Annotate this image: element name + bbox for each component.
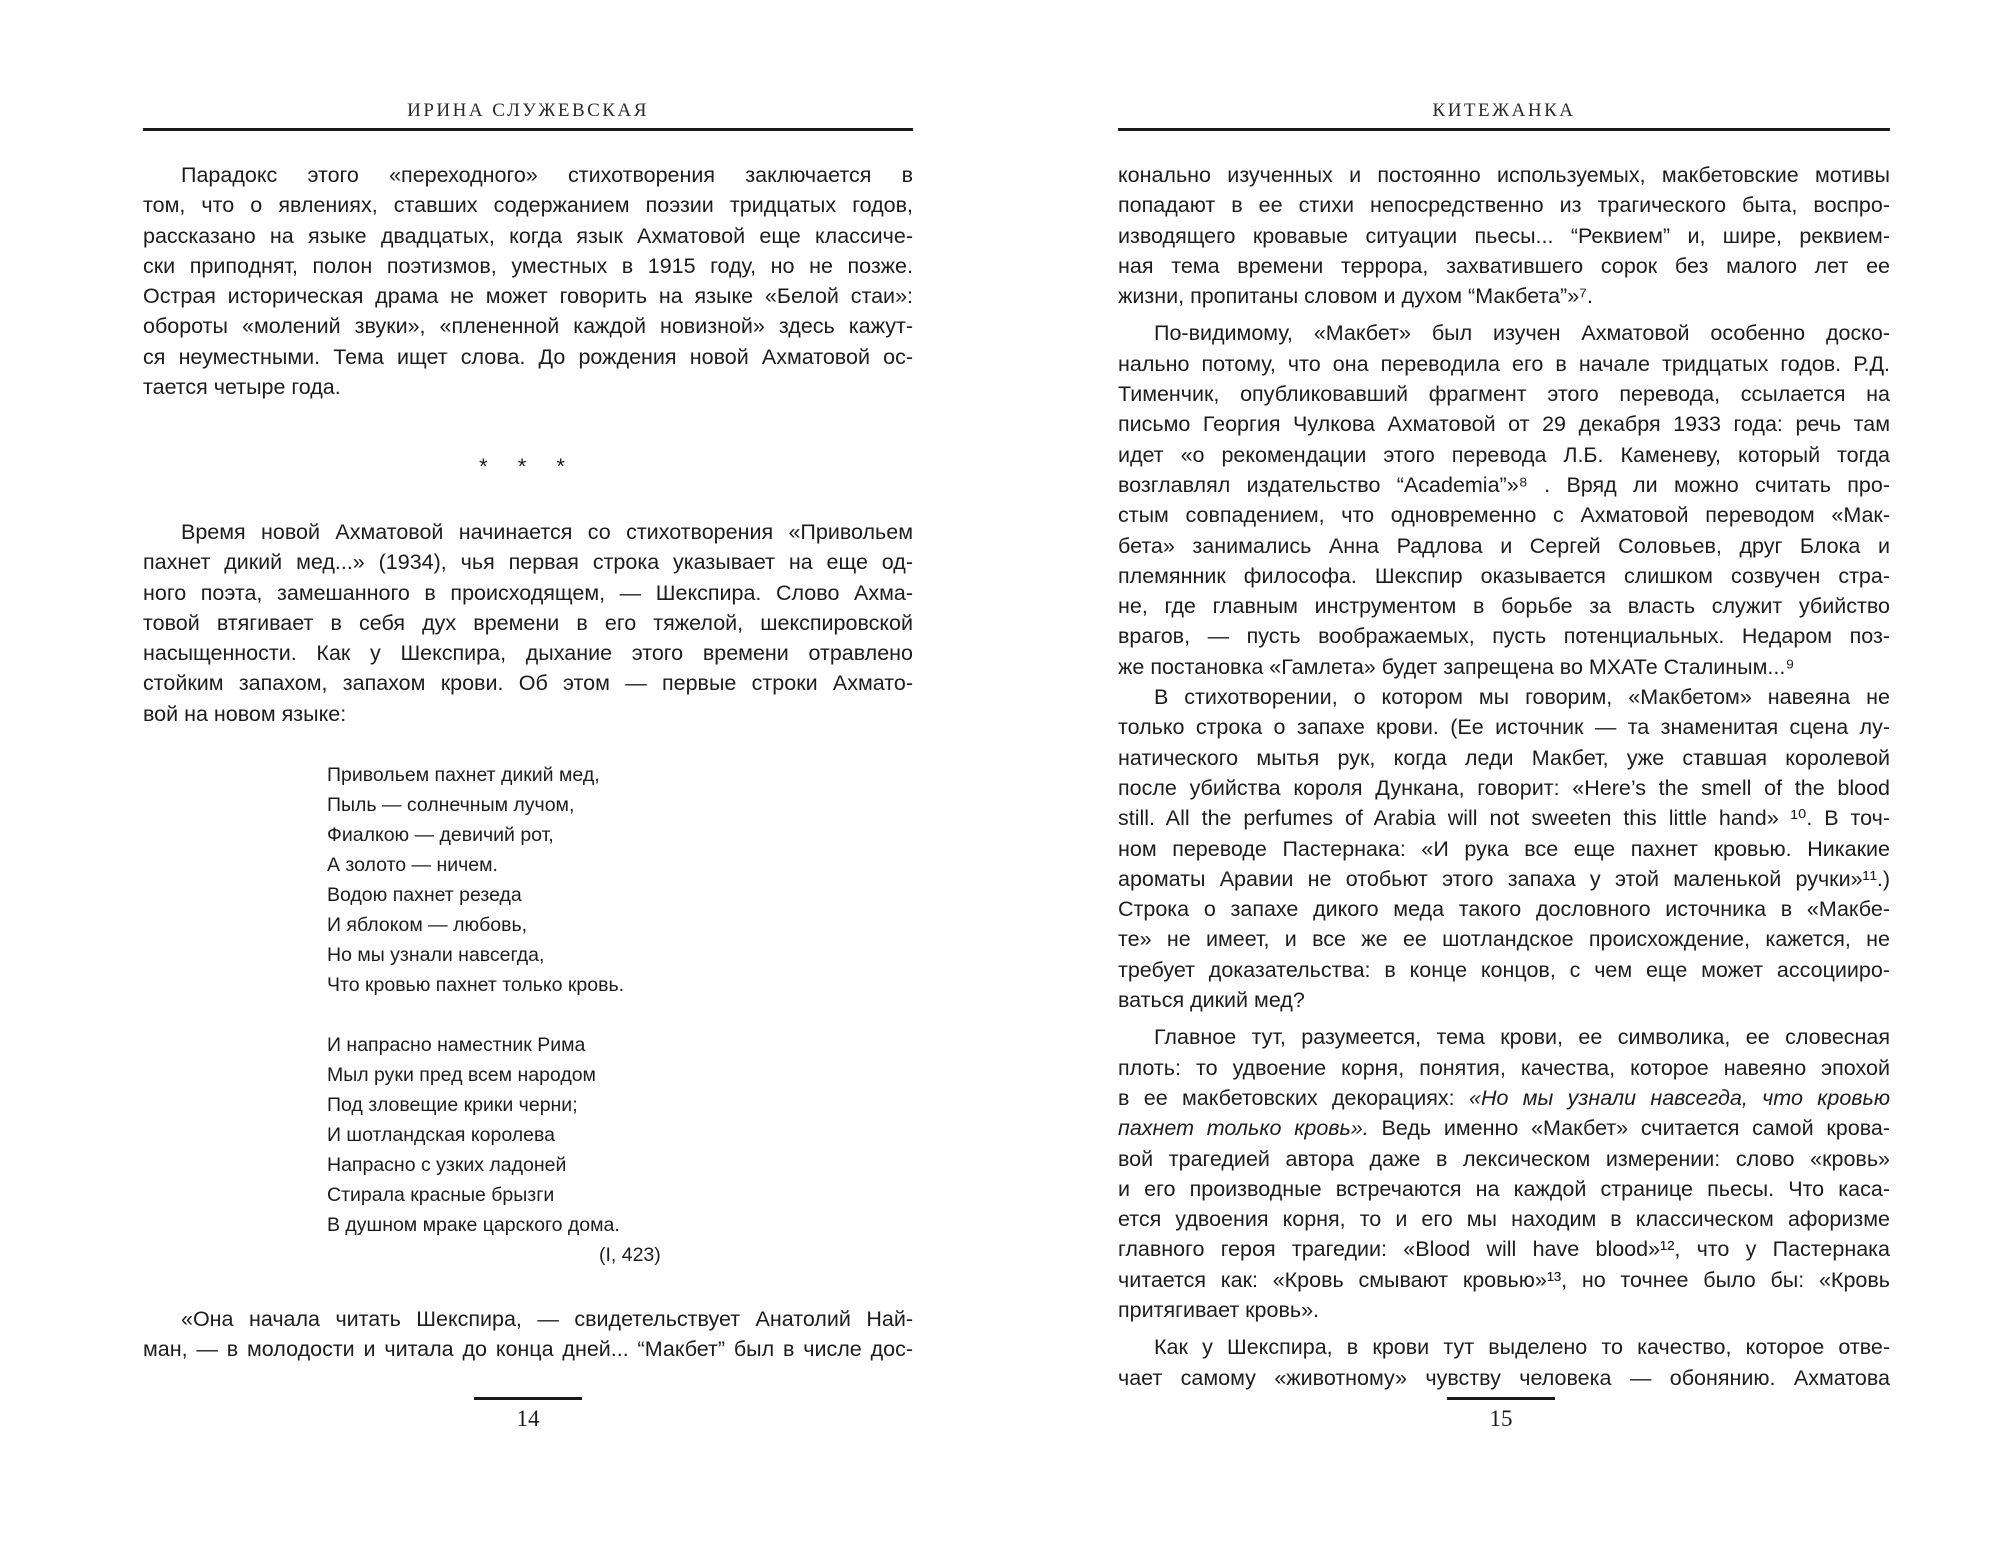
section-break-asterisks: * * * xyxy=(479,454,577,479)
text-line: те» не имеет, и все же ее шотландское происхождение, кажется, не xyxy=(1118,927,1890,952)
poem-line: И напрасно наместник Рима xyxy=(327,1034,586,1056)
text-line: ного поэта, замешанного в происходящем, — Шекспира. Слово Ахма- xyxy=(143,580,913,605)
text-line: насыщенности. Как у Шекспира, дыхание этого времени отравлено xyxy=(143,641,913,666)
text-line: конально изученных и постоянно используемых, макбетовские мотивы xyxy=(1118,163,1890,187)
text-line: требует доказательства: в конце концов, с чем еще может ассоцииро- xyxy=(1118,957,1890,982)
text-line: ски приподнят, полон поэтизмов, уместных в 1915 году, но не позже. xyxy=(143,253,913,278)
text-line: племянник философа. Шекспир оказывается слишком созвучен стра- xyxy=(1118,563,1890,588)
text-line: чает самому «животному» чувству человека — обонянию. Ахматова xyxy=(1118,1365,1890,1390)
poem-quotation xyxy=(327,760,661,1270)
text-line: «Она начала читать Шекспира, — свидетельствует Анатолий Най- xyxy=(181,1307,913,1331)
poem-line: Фиалкою — девичий рот, xyxy=(327,824,554,846)
text-line: В стихотворении, о котором мы говорим, «Макбетом» навеяна не xyxy=(1154,685,1890,710)
text-line: товой втягивает в себя дух времени в его тяжелой, шекспировской xyxy=(143,610,913,635)
poem-line: Стирала красные брызги xyxy=(327,1184,555,1206)
text-line: только строка о запахе крови. (Ее источник — та знаменитая сцена лу- xyxy=(1118,715,1890,740)
stanza-gap xyxy=(327,1000,661,1030)
header-rule xyxy=(143,128,913,131)
right-page xyxy=(1000,0,2000,1541)
running-head-title: КИТЕЖАНКА xyxy=(1432,100,1576,121)
poem-line: И яблоком — любовь, xyxy=(327,914,528,936)
poem-line: Водою пахнет резеда xyxy=(327,884,522,906)
text-line: ароматы Аравии не отобьют этого запаха у этой маленькой ручки»¹¹.) xyxy=(1118,866,1890,891)
paragraph-naiman-quote xyxy=(143,1304,913,1365)
poem-line: Мыл руки пред всем народом xyxy=(327,1064,596,1086)
text-line: По-видимому, «Макбет» был изучен Ахматовой особенно доско- xyxy=(1154,321,1890,346)
text-line: изводящего кровавые ситуации пьесы... “Реквием” и, шире, реквием- xyxy=(1118,223,1890,248)
text-line: стым совпадением, что одновременно с Ахматовой переводом «Мак- xyxy=(1118,503,1890,528)
text-line: и его производные встречаются на каждой странице пьесы. Что каса- xyxy=(1118,1176,1890,1201)
text-line: письмо Георгия Чулкова Ахматовой от 29 декабря 1933 года: речь там xyxy=(1118,412,1890,437)
poem-line: И шотландская королева xyxy=(327,1124,555,1146)
paragraph-new-akhmatova xyxy=(143,517,913,729)
text-line: Время новой Ахматовой начинается со стихотворения «Привольем xyxy=(181,520,913,544)
text-line: нально потому, что она переводила его в начале тридцатых годов. Р.Д. xyxy=(1118,351,1890,376)
page-number: 15 xyxy=(1489,1406,1513,1431)
text-line: Главное тут, разумеется, тема крови, ее символика, ее словесная xyxy=(1154,1025,1890,1050)
italic-quote: пахнет только кровь». xyxy=(1118,1116,1369,1141)
text-line: идет «о рекомендации этого перевода Л.Б. Каменеву, который тогда xyxy=(1118,442,1890,467)
header-rule xyxy=(1118,128,1890,131)
text-line: ется удвоения корня, то и его мы находим в классическом афоризме xyxy=(1118,1207,1890,1232)
poem-line: Напрасно с узких ладоней xyxy=(327,1154,567,1176)
text-line: тается четыре года. xyxy=(143,375,341,400)
text-line-mixed xyxy=(1118,1083,1890,1113)
text-line: стойким запахом, запахом крови. Об этом — первые строки Ахмато- xyxy=(143,671,913,696)
poem-line: Под зловещие крики черни; xyxy=(327,1094,578,1116)
text-run: в ее макбетовских декорациях: xyxy=(1118,1085,1469,1110)
text-line: том, что о явлениях, ставших содержанием поэзии тридцатых годов, xyxy=(143,193,913,218)
poem-line: В душном мраке царского дома. xyxy=(327,1214,620,1236)
poem-line: А золото — ничем. xyxy=(327,854,498,876)
text-line: still. All the perfumes of Arabia will not sweeten this little hand» ¹⁰. В точ- xyxy=(1118,806,1890,831)
text-line: главного героя трагедии: «Blood will have blood»¹², что у Пастернака xyxy=(1118,1237,1890,1262)
poem-line: Что кровью пахнет только кровь. xyxy=(327,974,625,996)
poem-line: Привольем пахнет дикий мед, xyxy=(327,764,600,786)
text-line: вой на новом языке: xyxy=(143,701,347,726)
text-line: врагов, — пусть воображаемых, пусть потенциальных. Недаром поз- xyxy=(1118,624,1890,649)
text-line: вой трагедией автора даже в лексическом измерении: слово «кровь» xyxy=(1118,1146,1890,1171)
paragraph-gap xyxy=(1118,311,1890,318)
footer-rule xyxy=(1447,1397,1555,1400)
text-line: читается как: «Кровь смывают кровью»¹³, но точнее было бы: «Кровь xyxy=(1118,1267,1890,1292)
footer-rule xyxy=(474,1397,582,1400)
text-line: ном переводе Пастернака: «И рука все еще пахнет кровью. Никакие xyxy=(1118,836,1890,861)
text-line: ная тема времени террора, захватившего сорок без малого лет ее xyxy=(1118,253,1890,278)
text-line: после убийства короля Дункана, говорит: «Here’s the smell of the blood xyxy=(1118,775,1890,800)
text-line: Тименчик, опубликовавший фрагмент этого перевода, ссылается на xyxy=(1118,382,1890,407)
text-line: натического мытья рук, когда леди Макбет, уже ставшая королевой xyxy=(1118,745,1890,770)
text-line: жизни, пропитаны словом и духом “Макбета”»⁷. xyxy=(1118,284,1593,309)
text-line: притягивает кровь». xyxy=(1118,1297,1320,1322)
text-run: Ведь именно «Макбет» считается самой крова- xyxy=(1368,1116,1890,1141)
text-line: ваться дикий мед? xyxy=(1118,988,1305,1013)
poem-line: Но мы узнали навсегда, xyxy=(327,944,545,966)
page-number: 14 xyxy=(516,1406,540,1431)
text-line: ман, — в молодости и читала до конца дней... “Макбет” был в числе дос- xyxy=(143,1337,913,1362)
text-line: ся неуместными. Тема ищет слова. До рождения новой Ахматовой ос- xyxy=(143,344,913,369)
text-line: Как у Шекспира, в крови тут выделено то качество, которое отве- xyxy=(1154,1335,1890,1360)
text-line: же постановка «Гамлета» будет запрещена во МХАТе Сталиным...⁹ xyxy=(1118,654,1795,679)
text-line: бета» занимались Анна Радлова и Сергей Соловьев, друг Блока и xyxy=(1118,533,1890,558)
paragraph-gap xyxy=(1118,1325,1890,1332)
text-line: попадают в ее стихи непосредственно из трагического быта, воспро- xyxy=(1118,193,1890,218)
text-line: рассказано на языке двадцатых, когда язык Ахматовой еще классиче- xyxy=(143,223,913,248)
text-line: обороты «молений звуки», «плененной каждой новизной» здесь кажут- xyxy=(143,314,913,339)
text-line: плоть: то удвоение корня, понятия, качества, которое навеяно эпохой xyxy=(1118,1055,1890,1080)
text-line: возглавлял издательство “Academia”»⁸ . Вряд ли можно считать про- xyxy=(1118,472,1890,497)
paragraph-gap xyxy=(1118,1015,1890,1022)
text-line: Строка о запахе дикого меда такого дословного источника в «Макбе- xyxy=(1118,897,1890,922)
text-line: Парадокс этого «переходного» стихотворения заключается в xyxy=(181,163,913,187)
text-line-mixed xyxy=(1118,1113,1890,1143)
text-line: пахнет дикий мед...» (1934), чья первая строка указывает на еще од- xyxy=(143,550,913,575)
text-line: не, где главным инструментом в борьбе за власть служит убийство xyxy=(1118,594,1890,619)
right-text-column xyxy=(1118,160,1890,1393)
paragraph-paradox xyxy=(143,160,913,402)
italic-quote: «Но мы узнали навсегда, что кровью xyxy=(1469,1085,1890,1110)
poem-line: Пыль — солнечным лучом, xyxy=(327,794,575,816)
running-head-author: ИРИНА СЛУЖЕВСКАЯ xyxy=(407,100,649,121)
poem-source-reference: (I, 423) xyxy=(599,1244,661,1266)
text-line: Острая историческая драма не может говорить на языке «Белой стаи»: xyxy=(143,284,913,309)
